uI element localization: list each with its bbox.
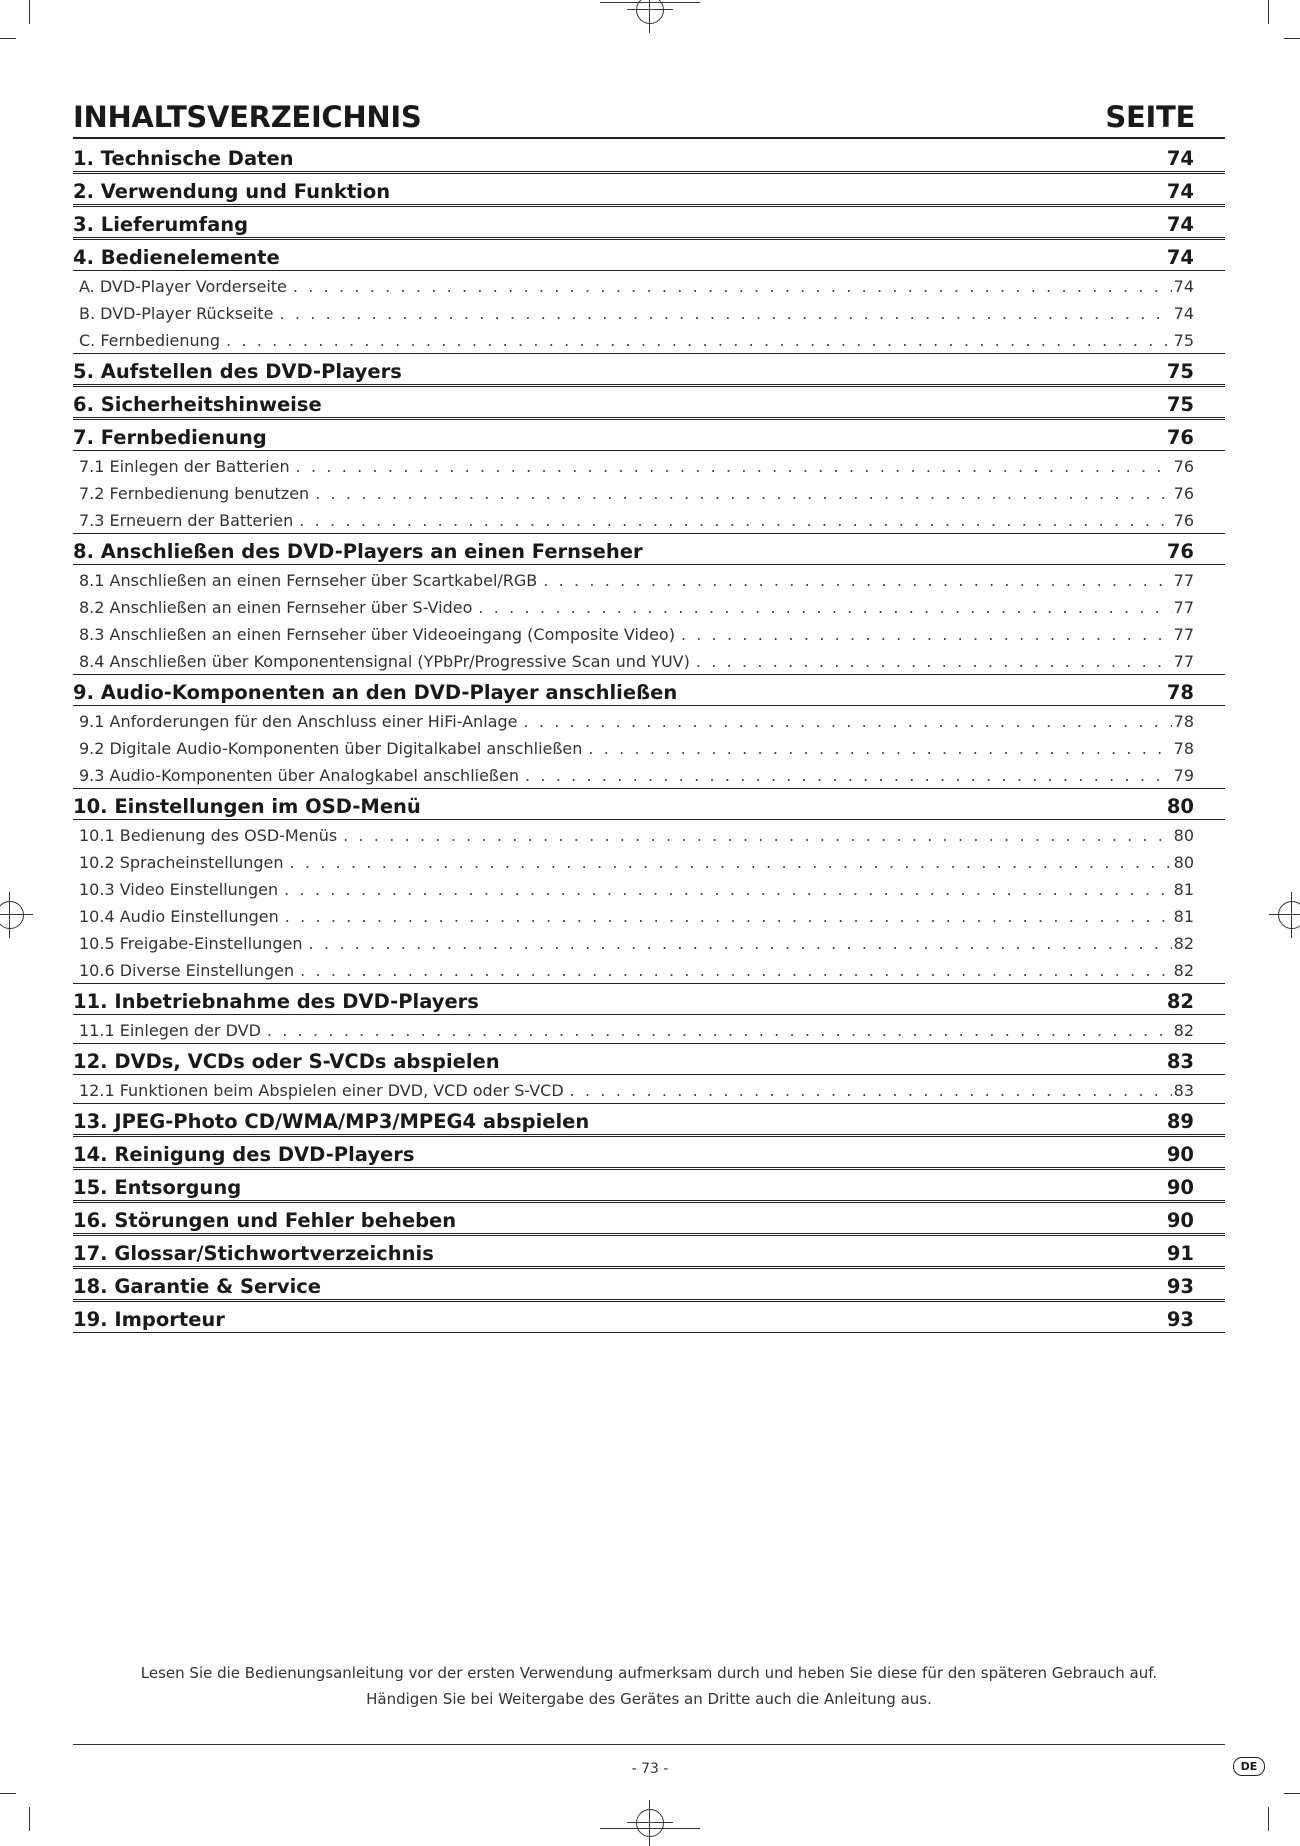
toc-page-number: 91	[1166, 1242, 1194, 1265]
toc-page-number: 82	[1173, 934, 1194, 953]
toc-subentry[interactable]	[73, 505, 1225, 532]
toc-subentry[interactable]	[73, 1015, 1225, 1042]
toc-section-label: 12. DVDs, VCDs oder S-VCDs abspielen	[73, 1050, 500, 1073]
toc-subentry-label: A. DVD-Player Vorderseite	[79, 277, 287, 296]
toc-page-number: 78	[1173, 739, 1194, 758]
toc-page-number: 74	[1166, 213, 1194, 236]
toc-section-entry[interactable]	[73, 419, 1225, 451]
crop-mark	[1284, 38, 1300, 39]
dot-leader	[681, 625, 1172, 644]
toc-section-label: 19. Importeur	[73, 1308, 225, 1331]
toc-page-number: 77	[1173, 571, 1194, 590]
toc-subentry[interactable]	[73, 592, 1225, 619]
toc-subentry-label: 10.5 Freigabe-Einstellungen	[79, 934, 303, 953]
toc-subentry[interactable]	[73, 847, 1225, 874]
toc-section-entry[interactable]	[73, 239, 1225, 271]
toc-subentry-label: 10.1 Bedienung des OSD-Menüs	[79, 826, 338, 845]
toc-section-label: 2. Verwendung und Funktion	[73, 180, 391, 203]
usage-note-line: Lesen Sie die Bedienungsanleitung vor der ersten Verwendung aufmerksam durch und heben Sie diese für den späteren Gebrauch auf.	[140, 1664, 1158, 1682]
toc-section-entry[interactable]	[73, 386, 1225, 418]
toc-subentry-label: 10.2 Spracheinstellungen	[79, 853, 284, 872]
toc-subentry-label: 10.4 Audio Einstellungen	[79, 907, 279, 926]
dot-leader	[279, 304, 1171, 323]
toc-page-number: 77	[1173, 652, 1194, 671]
toc-section-label: 18. Garantie & Service	[73, 1275, 322, 1298]
toc-subentry[interactable]	[73, 1075, 1225, 1102]
toc-page-number: 74	[1173, 304, 1194, 323]
toc-page-number: 80	[1166, 795, 1194, 818]
toc-subentry-label: 12.1 Funktionen beim Abspielen einer DVD, VCD oder S-VCD	[79, 1081, 564, 1100]
toc-section-entry[interactable]	[73, 1235, 1225, 1267]
toc-subentry[interactable]	[73, 478, 1225, 505]
toc-subentry-label: 8.4 Anschließen über Komponentensignal (YPbPr/Progressive Scan und YUV)	[79, 652, 690, 671]
dot-leader	[296, 457, 1172, 476]
dot-leader	[285, 907, 1172, 926]
toc-subentry-label: 8.2 Anschließen an einen Fernseher über S-Video	[79, 598, 473, 617]
toc-page-number: 77	[1173, 625, 1194, 644]
toc-subentry-label: 7.3 Erneuern der Batterien	[79, 511, 294, 530]
toc-subentry[interactable]	[73, 760, 1225, 787]
toc-section-label: 7. Fernbedienung	[73, 426, 267, 449]
toc-page-number: 82	[1166, 990, 1194, 1013]
toc-page-number: 90	[1166, 1209, 1194, 1232]
toc-page-number: 80	[1173, 826, 1194, 845]
toc-section-entry[interactable]	[73, 1136, 1225, 1168]
toc-page-number: 74	[1166, 246, 1194, 269]
toc-subentry[interactable]	[73, 928, 1225, 955]
toc-page-number: 76	[1173, 511, 1194, 530]
page-title: INHALTSVERZEICHNIS	[73, 100, 422, 134]
dot-leader	[284, 880, 1172, 899]
toc-section-label: 6. Sicherheitshinweise	[73, 393, 322, 416]
dot-leader	[570, 1081, 1172, 1100]
toc-section-entry[interactable]	[73, 1301, 1225, 1333]
toc-subentry-label: 7.2 Fernbedienung benutzen	[79, 484, 310, 503]
crop-mark	[29, 1807, 30, 1831]
toc-section-label: 11. Inbetriebnahme des DVD-Players	[73, 990, 479, 1013]
toc-page-number: 76	[1166, 540, 1194, 563]
toc-page-number: 76	[1166, 426, 1194, 449]
toc-section-entry[interactable]	[73, 1043, 1225, 1075]
toc-section-entry[interactable]	[73, 353, 1225, 385]
toc-section-entry[interactable]	[73, 206, 1225, 238]
toc-subentry[interactable]	[73, 874, 1225, 901]
toc-subentry[interactable]	[73, 565, 1225, 592]
toc-section-label: 16. Störungen und Fehler beheben	[73, 1209, 457, 1232]
toc-subentry[interactable]	[73, 901, 1225, 928]
usage-note-line: Händigen Sie bei Weitergabe des Gerätes an Dritte auch die Anleitung aus.	[366, 1690, 932, 1708]
toc-section-entry[interactable]	[73, 674, 1225, 706]
toc-page-number: 76	[1173, 457, 1194, 476]
toc-section-label: 5. Aufstellen des DVD-Players	[73, 360, 402, 383]
toc-page-number: 74	[1166, 180, 1194, 203]
toc-section-entry[interactable]	[73, 533, 1225, 565]
dot-leader	[478, 598, 1171, 617]
toc-page-number: 78	[1166, 681, 1194, 704]
toc-page-number: 75	[1173, 331, 1194, 350]
registration-mark-icon	[0, 901, 24, 929]
title-rule	[73, 137, 1225, 139]
toc-section-label: 15. Entsorgung	[73, 1176, 242, 1199]
toc-page-number: 82	[1173, 961, 1194, 980]
toc-page-number: 75	[1166, 393, 1194, 416]
dot-leader	[315, 484, 1171, 503]
toc-subentry[interactable]	[73, 271, 1225, 298]
toc-page-number: 82	[1173, 1021, 1194, 1040]
toc-subentry[interactable]	[73, 646, 1225, 673]
toc-subentry[interactable]	[73, 733, 1225, 760]
toc-section-entry[interactable]	[73, 140, 1225, 172]
toc-section-entry[interactable]	[73, 173, 1225, 205]
page-number: - 73 -	[631, 1761, 669, 1777]
dot-leader	[525, 766, 1172, 785]
toc-page-number: 89	[1166, 1110, 1194, 1133]
toc-section-label: 9. Audio-Komponenten an den DVD-Player anschließen	[73, 681, 678, 704]
toc-subentry[interactable]	[73, 955, 1225, 982]
dot-leader	[226, 331, 1172, 350]
toc-page-number: 83	[1166, 1050, 1194, 1073]
toc-subentry-label: 9.2 Digitale Audio-Komponenten über Digitalkabel anschließen	[79, 739, 583, 758]
toc-page-number: 90	[1166, 1143, 1194, 1166]
footer-rule	[73, 1744, 1225, 1745]
dot-leader	[308, 934, 1171, 953]
toc-subentry-label: 7.1 Einlegen der Batterien	[79, 457, 290, 476]
crop-mark	[1268, 0, 1269, 24]
toc-section-entry[interactable]	[73, 1169, 1225, 1201]
toc-section-label: 13. JPEG-Photo CD/WMA/MP3/MPEG4 abspielen	[73, 1110, 590, 1133]
dot-leader	[523, 712, 1171, 731]
toc-section-label: 17. Glossar/Stichwortverzeichnis	[73, 1242, 434, 1265]
toc-page-number: 90	[1166, 1176, 1194, 1199]
toc-page-number: 81	[1173, 907, 1194, 926]
toc-section-entry[interactable]	[73, 1268, 1225, 1300]
toc-section-entry[interactable]	[73, 983, 1225, 1015]
dot-leader	[293, 277, 1172, 296]
toc-subentry-label: 11.1 Einlegen der DVD	[79, 1021, 261, 1040]
toc-page-number: 75	[1166, 360, 1194, 383]
toc-section-label: 1. Technische Daten	[73, 147, 294, 170]
toc-section-label: 14. Reinigung des DVD-Players	[73, 1143, 415, 1166]
toc-subentry[interactable]	[73, 706, 1225, 733]
toc-page-number: 80	[1173, 853, 1194, 872]
toc-page-number: 93	[1166, 1308, 1194, 1331]
toc-section-entry[interactable]	[73, 1103, 1225, 1135]
toc-subentry-label: C. Fernbedienung	[79, 331, 220, 350]
toc-page-number: 83	[1173, 1081, 1194, 1100]
dot-leader	[267, 1021, 1172, 1040]
toc-section-label: 4. Bedienelemente	[73, 246, 280, 269]
toc-page-number: 79	[1173, 766, 1194, 785]
toc-section-entry[interactable]	[73, 1202, 1225, 1234]
toc-subentry-label: 8.3 Anschließen an einen Fernseher über Videoeingang (Composite Video)	[79, 625, 675, 644]
toc-subentry-label: 9.3 Audio-Komponenten über Analogkabel anschließen	[79, 766, 519, 785]
toc-page-number: 74	[1173, 277, 1194, 296]
language-badge: DE	[1233, 1757, 1265, 1776]
toc-page-number: 74	[1166, 147, 1194, 170]
crop-mark	[29, 0, 30, 24]
crop-mark	[1268, 1807, 1269, 1831]
usage-note	[73, 1660, 1225, 1712]
toc-page-number: 77	[1173, 598, 1194, 617]
toc-section-label: 10. Einstellungen im OSD-Menü	[73, 795, 421, 818]
toc-subentry[interactable]	[73, 325, 1225, 352]
toc-subentry-label: 8.1 Anschließen an einen Fernseher über Scartkabel/RGB	[79, 571, 538, 590]
dot-leader	[543, 571, 1171, 590]
dot-leader	[299, 511, 1171, 530]
toc-section-entry[interactable]	[73, 788, 1225, 820]
toc-page-number: 93	[1166, 1275, 1194, 1298]
toc-subentry-label: 10.6 Diverse Einstellungen	[79, 961, 295, 980]
toc-subentry-label: B. DVD-Player Rückseite	[79, 304, 274, 323]
toc-section-label: 8. Anschließen des DVD-Players an einen Fernseher	[73, 540, 643, 563]
toc-page-number: 81	[1173, 880, 1194, 899]
crop-mark	[1284, 1793, 1300, 1794]
toc-subentry[interactable]	[73, 298, 1225, 325]
crop-mark	[0, 38, 16, 39]
registration-mark-icon	[636, 0, 664, 24]
dot-leader	[696, 652, 1172, 671]
toc-subentry-label: 10.3 Video Einstellungen	[79, 880, 279, 899]
page-column-header: SEITE	[1105, 100, 1195, 134]
toc-subentry-label: 9.1 Anforderungen für den Anschluss einer HiFi-Anlage	[79, 712, 518, 731]
toc-subentry[interactable]	[73, 619, 1225, 646]
registration-mark-icon	[1278, 901, 1300, 929]
dot-leader	[290, 853, 1172, 872]
toc-subentry[interactable]	[73, 451, 1225, 478]
toc-page-number: 76	[1173, 484, 1194, 503]
toc-page-number: 78	[1173, 712, 1194, 731]
toc-section-label: 3. Lieferumfang	[73, 213, 249, 236]
toc-subentry[interactable]	[73, 820, 1225, 847]
dot-leader	[343, 826, 1171, 845]
table-of-contents	[73, 140, 1225, 1333]
registration-mark-icon	[636, 1809, 664, 1837]
dot-leader	[588, 739, 1171, 758]
dot-leader	[300, 961, 1172, 980]
crop-mark	[0, 1793, 16, 1794]
